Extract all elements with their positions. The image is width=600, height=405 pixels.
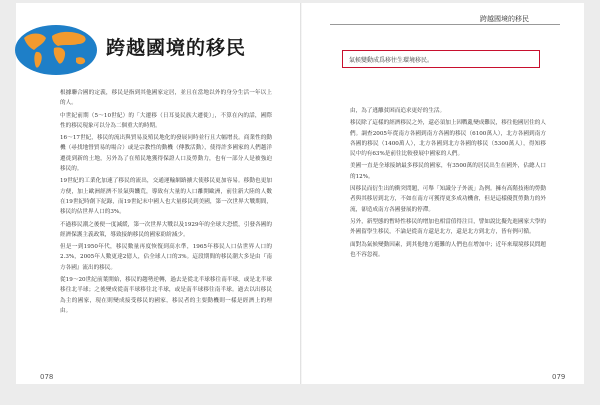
paragraph: 不過移民潮之後便一度減緩，第一次世界大戰以及1929年的全球大恐慌，引發各國的經濟保護主義政策，導致接納移民的國家紛紛減少。 (60, 221, 272, 238)
paragraph: 面對為氣候變動因素，到其他地方避難的人們也在增加中；近年來環境移民問題也不容忽視。 (350, 241, 546, 258)
paragraph: 根據聯合國的定義，移民是指到其他國家定居，並且在當地以外的身分生活一年以上的人。 (60, 90, 272, 107)
paragraph: 因移民而衍生出的衝突問題，可舉「知識分子外流」為例。擁有高階技術的勞動者與其移居到北方，不如在南方可獲得更多成功機會，但是這樣優質勞動力的外流，卻造成南方各國發展的停滯。 (350, 186, 546, 213)
paragraph: 但是一到1950年代，移民數量再度恢復到高水準，1965年移民人口佔世界人口的2.3%，2005年人數更達2億人，佔全球人口的3%。這段期間的移民潮大多是由『南方各國』流出的移民。 (60, 244, 272, 271)
running-header: 跨越國境的移民 (480, 15, 529, 23)
paragraph: 由，為了逃離貧困而追求更好的生活。 (350, 108, 446, 114)
world-map-globe-icon (14, 24, 98, 76)
page-title: 跨越國境的移民 (106, 37, 247, 59)
highlight-note-text: 氣候變動成爲移往生環境移民。 (349, 57, 434, 64)
paragraph: 19世紀的工業化加速了移民的流出，交通運輸網路擴大使移民更加容易。移動也更加方便，加上歐洲經濟不景氣與饑荒，導致有大量的人口離開歐洲，前往新大陸的人數在19世紀時創下紀錄，而19世紀末中國人也大量移民到美國，第一次世界大戰期間，移民約佔世界人口的3%。 (60, 178, 272, 216)
paragraph: 從19～20世紀前葉開始，移民的趨勢逆轉，過去是從北半球移往南半球，或是北半球移往北半球；之後變成從南半球移往北半球，或是南半球移往南半球。過去以出移民為主的國家，現在則變成接受移民的國家，移民者的主要動機則一樣是經濟上的理由。 (60, 277, 272, 314)
paragraph: 中世紀前期（5～10世紀）的「大遷移（日耳曼民族大遷徙）」，不算在內的話，國際性的移民現象可以分為二個重大的時期。 (60, 112, 272, 129)
paragraph: 16～17世紀，移民的流出與貿易及殖民地化的發展同時並行且大幅增長。商業性的動機（尋找地營貿易的場合）或是宗教性的動機（傳教活動），使得許多國家的人們越洋遷徙到新的土地，另外為了在殖民地獲得保證人口及勞動力，也有一部分人是被強迫移民的。 (60, 135, 272, 173)
paragraph: 移民除了這樣的經濟移民之外，還必須加上因戰亂變成難民，移往他國居住的人們。調查2005年從南方各國到南方各國的移民（6100萬人），北方各國到南方各國的移民（1400萬人），北方各國到北方各國的移民（5300萬人），得知移民中約有63%是前往比較發展中國家的人們。 (350, 120, 546, 158)
paragraph: 另外，新型態的暫時性移民的增加也相當值得注目，譬如說比擬先進國家大學的外國留學生移民，不論是從南方還是北方，還是北方到北方，皆有例可循。 (350, 218, 546, 236)
page-number-right: 079 (552, 373, 566, 381)
header-divider (330, 24, 560, 25)
left-column (60, 88, 272, 378)
book-gutter (300, 3, 302, 384)
paragraph: 美國一直是全球接納最多移民的國家，有3500萬的居民出生在國外，佔總人口的12%。 (350, 163, 546, 180)
highlight-note-box (342, 50, 540, 68)
right-column (350, 106, 546, 276)
page-number-left: 078 (40, 373, 54, 381)
